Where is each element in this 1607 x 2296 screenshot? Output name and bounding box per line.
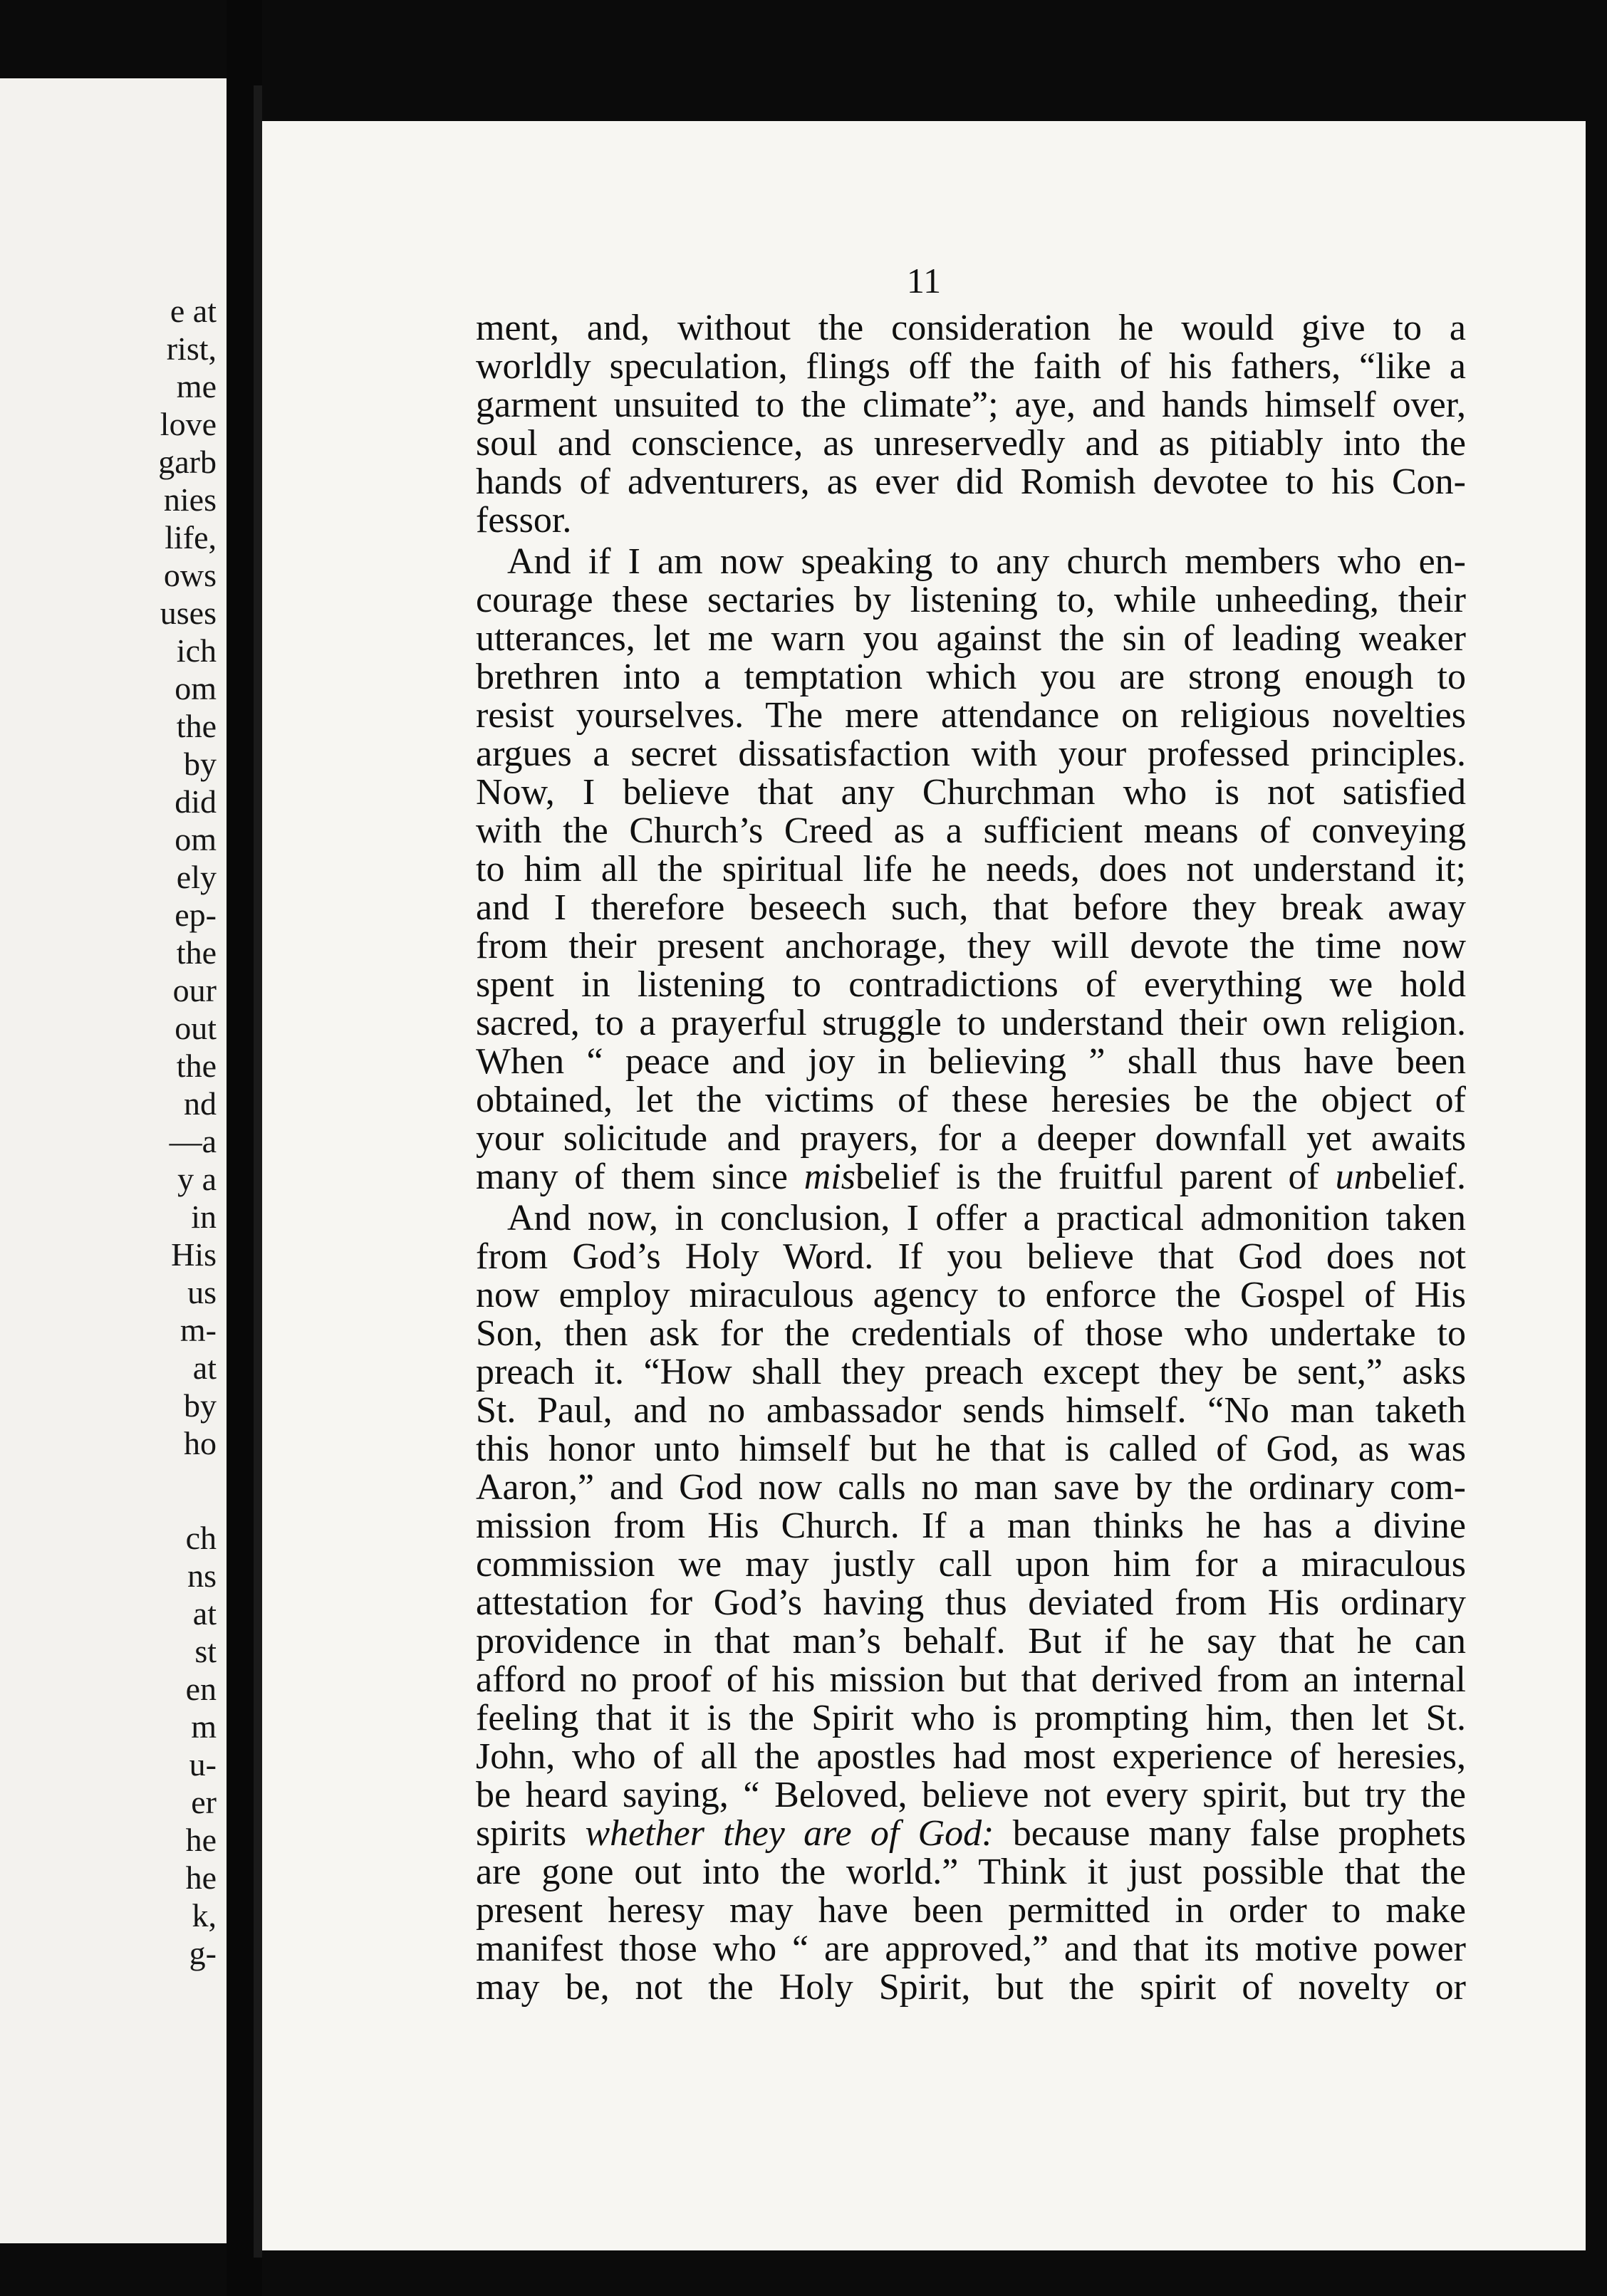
left-page-fragment: he	[185, 1822, 217, 1858]
text-line: to him all the spiritual life he needs, does not understand it;	[476, 850, 1466, 889]
page-number: 11	[906, 261, 942, 301]
left-page-fragment: rist,	[166, 330, 217, 367]
text-line: sacred, to a prayerful struggle to understand their own religion.	[476, 1004, 1466, 1043]
left-page-fragment: at	[192, 1595, 217, 1632]
left-page-fragment: did	[175, 783, 217, 820]
left-page-fragment: m-	[180, 1312, 217, 1348]
text-line: And if I am now speaking to any church members who en-	[507, 543, 1466, 581]
text-line: feeling that it is the Spirit who is prompting him, then let St.	[476, 1699, 1466, 1738]
text-line: present heresy may have been permitted in order to make	[476, 1891, 1466, 1930]
left-page-fragment: ch	[185, 1520, 217, 1556]
left-page-fragment: us	[187, 1274, 217, 1310]
text-line: garment unsuited to the climate”; aye, and hands himself over,	[476, 386, 1466, 424]
left-page-fragment: uses	[160, 595, 217, 631]
text-line: Son, then ask for the credentials of those who undertake to	[476, 1315, 1466, 1353]
text-line: Aaron,” and God now calls no man save by the ordinary com-	[476, 1468, 1466, 1507]
left-page-fragment: k,	[192, 1897, 217, 1934]
text-line: and I therefore beseech such, that before they break away	[476, 889, 1466, 927]
italic-text: whether they are of God:	[585, 1815, 994, 1853]
text-line: be heard saying, “ Beloved, believe not every spirit, but try the	[476, 1776, 1466, 1815]
text-line: spent in listening to contradictions of everything we hold	[476, 966, 1466, 1004]
left-page-fragment: the	[176, 1048, 217, 1084]
text-line: worldly speculation, flings off the faith of his fathers, “like a	[476, 348, 1466, 386]
paragraph-3	[476, 1199, 1466, 2007]
page-text	[476, 309, 1466, 2008]
text-line: And now, in conclusion, I offer a practical admonition taken	[507, 1199, 1466, 1238]
left-page-fragment: our	[172, 972, 217, 1008]
text-line-spirits	[476, 1815, 1466, 1853]
left-page-fragment	[3, 1462, 217, 1519]
text-run: many of them since	[476, 1158, 804, 1196]
left-page-fragment: love	[160, 406, 217, 442]
text-line: mission from His Church. If a man thinks he has a divine	[476, 1507, 1466, 1545]
text-line: fessor.	[476, 501, 572, 540]
text-line: this honor unto himself but he that is called of God, as was	[476, 1430, 1466, 1468]
text-line: argues a secret dissatisfaction with your professed principles.	[476, 735, 1466, 773]
text-line: obtained, let the victims of these heresies be the object of	[476, 1081, 1466, 1120]
left-page-fragment: u-	[189, 1746, 217, 1783]
left-page-fragment: by	[184, 746, 217, 782]
text-line: St. Paul, and no ambassador sends himself. “No man taketh	[476, 1392, 1466, 1430]
left-page-fragment: at	[192, 1350, 217, 1386]
text-run: spirits	[476, 1815, 586, 1853]
left-page-fragment: st	[194, 1633, 217, 1669]
left-page-fragment: ho	[184, 1425, 217, 1461]
italic-text: mis	[804, 1158, 855, 1196]
text-line: Now, I believe that any Churchman who is not satisfied	[476, 773, 1466, 812]
left-page-fragment: ep-	[175, 897, 217, 933]
left-page-fragment: —a	[169, 1123, 217, 1159]
text-line: utterances, let me warn you against the sin of leading weaker	[476, 620, 1466, 658]
text-line: attestation for God’s having thus deviated from His ordinary	[476, 1584, 1466, 1622]
text-line: afford no proof of his mission but that derived from an internal	[476, 1661, 1466, 1699]
left-page-fragment: om	[175, 670, 217, 706]
left-page-fragment: g-	[189, 1935, 217, 1971]
left-page-fragment: ns	[187, 1557, 217, 1594]
left-page-fragment: by	[184, 1387, 217, 1424]
left-page-fragment: y a	[177, 1161, 217, 1197]
left-page-fragment: ich	[176, 632, 217, 669]
text-line: When “ peace and joy in believing ” shall thus have been	[476, 1043, 1466, 1081]
left-page-fragment: nies	[163, 481, 217, 518]
book-spine	[254, 85, 262, 2258]
left-page-fragment: ows	[163, 557, 217, 593]
text-run: belief.	[1372, 1158, 1466, 1196]
left-page-text-fragments	[3, 292, 217, 1972]
text-line: resist yourselves. The mere attendance on religious novelties	[476, 696, 1466, 735]
text-line: ment, and, without the consideration he would give to a	[476, 309, 1466, 348]
text-line: now employ miraculous agency to enforce the Gospel of His	[476, 1276, 1466, 1315]
left-facing-page	[0, 78, 227, 2243]
left-page-fragment: me	[176, 368, 217, 405]
paragraph-1	[476, 309, 1466, 540]
book-page	[262, 121, 1586, 2250]
text-line: manifest those who “ are approved,” and that its motive power	[476, 1930, 1466, 1968]
text-line: courage these sectaries by listening to, while unheeding, their	[476, 581, 1466, 620]
text-run: because many false prophets	[994, 1815, 1466, 1853]
text-line: may be, not the Holy Spirit, but the spirit of novelty or	[476, 1968, 1466, 2007]
text-line: from God’s Holy Word. If you believe that God does not	[476, 1238, 1466, 1276]
text-line: soul and conscience, as unreservedly and as pitiably into the	[476, 424, 1466, 463]
left-page-fragment: the	[176, 934, 217, 971]
text-line: brethren into a temptation which you are strong enough to	[476, 658, 1466, 696]
left-page-fragment: om	[175, 821, 217, 857]
paragraph-2	[476, 543, 1466, 1196]
left-page-fragment: the	[176, 708, 217, 744]
text-run: belief is the fruitful parent of	[855, 1158, 1336, 1196]
text-line: commission we may justly call upon him for a miraculous	[476, 1545, 1466, 1584]
left-page-fragment: His	[171, 1236, 217, 1273]
text-line: are gone out into the world.” Think it just possible that the	[476, 1853, 1466, 1891]
text-line: your solicitude and prayers, for a deeper downfall yet awaits	[476, 1120, 1466, 1158]
left-page-fragment: out	[175, 1010, 217, 1046]
left-page-fragment: e at	[170, 293, 217, 329]
text-line: providence in that man’s behalf. But if he say that he can	[476, 1622, 1466, 1661]
left-page-fragment: life,	[165, 519, 217, 555]
text-line: hands of adventurers, as ever did Romish devotee to his Con-	[476, 463, 1466, 501]
italic-text: un	[1335, 1158, 1373, 1196]
text-line: John, who of all the apostles had most experience of heresies,	[476, 1738, 1466, 1776]
left-page-fragment: m	[191, 1708, 217, 1745]
left-page-fragment: er	[191, 1784, 217, 1820]
left-page-fragment: nd	[184, 1085, 217, 1122]
left-page-fragment: in	[191, 1199, 217, 1235]
left-page-fragment: en	[185, 1671, 217, 1707]
left-page-fragment: ely	[176, 859, 217, 895]
text-line-last	[476, 1158, 1466, 1196]
text-line: preach it. “How shall they preach except they be sent,” asks	[476, 1353, 1466, 1392]
left-page-fragment: garb	[158, 444, 217, 480]
text-line: from their present anchorage, they will devote the time now	[476, 927, 1466, 966]
text-line: with the Church’s Creed as a sufficient means of conveying	[476, 812, 1466, 850]
left-page-fragment: he	[185, 1859, 217, 1896]
